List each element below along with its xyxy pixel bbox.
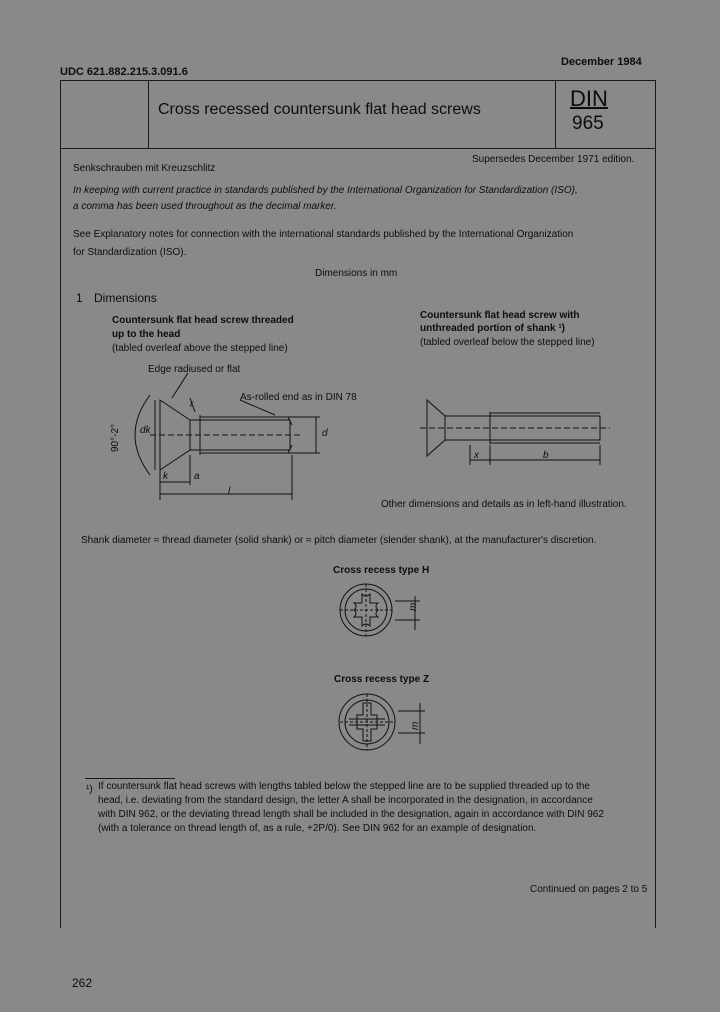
left-caption-line1: Countersunk flat head screw threaded bbox=[112, 315, 294, 326]
other-dimensions-note: Other dimensions and details as in left-hand illustration. bbox=[381, 499, 627, 510]
label-k: k bbox=[163, 471, 168, 482]
iso-note-line1: In keeping with current practice in standards published by the International Organization for Standardization (ISO), bbox=[73, 185, 578, 196]
iso-note-line2: a comma has been used throughout as the decimal marker. bbox=[73, 201, 337, 212]
dimensions-unit: Dimensions in mm bbox=[315, 268, 398, 279]
recess-z-label-m: m bbox=[410, 721, 421, 730]
label-r: r bbox=[190, 399, 194, 410]
left-caption-line2: up to the head bbox=[112, 329, 181, 340]
recess-z-title: Cross recess type Z bbox=[334, 674, 430, 685]
label-d: d bbox=[322, 428, 328, 439]
footnote-line1: If countersunk flat head screws with lengths tabled below the stepped line are to be supplied threaded up to the bbox=[98, 781, 590, 792]
label-b: b bbox=[543, 450, 549, 461]
explanatory-note-line2: for Standardization (ISO). bbox=[73, 247, 187, 258]
label-head-angle: 90°-2° bbox=[110, 423, 121, 452]
footnote-line3: with DIN 962, or the deviating thread length shall be included in the designation, again in accordance with DIN 962 bbox=[98, 809, 604, 820]
din-label: DIN bbox=[570, 86, 608, 111]
footnote-marker: ¹) bbox=[86, 784, 93, 795]
recess-h-label-m: m bbox=[408, 602, 419, 611]
udc-code: UDC 621.882.215.3.091.6 bbox=[60, 66, 188, 78]
label-edge-radiused: Edge radiused or flat bbox=[148, 364, 241, 375]
publication-date: December 1984 bbox=[561, 56, 642, 68]
right-caption-line2: unthreaded portion of shank ¹) bbox=[420, 323, 565, 334]
din-number: 965 bbox=[572, 113, 604, 134]
explanatory-note-line1: See Explanatory notes for connection with the international standards published by the International Organization bbox=[73, 229, 574, 240]
document-title: Cross recessed countersunk flat head screws bbox=[158, 101, 481, 118]
continued-note: Continued on pages 2 to 5 bbox=[530, 884, 648, 895]
footnote-rule bbox=[85, 778, 175, 779]
footnote-line2: head, i.e. deviating from the standard design, the letter A shall be incorporated in the designation, in accordance bbox=[98, 795, 593, 806]
shank-diameter-note: Shank diameter ≈ thread diameter (solid shank) or ≈ pitch diameter (slender shank), at the manufacturer's discretion. bbox=[81, 535, 597, 546]
german-title: Senkschrauben mit Kreuzschlitz bbox=[73, 163, 216, 174]
label-as-rolled-end: As-rolled end as in DIN 78 bbox=[240, 392, 357, 403]
right-caption-line1: Countersunk flat head screw with bbox=[420, 310, 580, 321]
recess-h-title: Cross recess type H bbox=[333, 565, 430, 576]
label-x: x bbox=[474, 450, 479, 461]
page-number: 262 bbox=[72, 976, 93, 990]
label-dk: dk bbox=[140, 425, 151, 436]
label-a: a bbox=[194, 471, 200, 482]
supersedes-note: Supersedes December 1971 edition. bbox=[472, 154, 635, 165]
section-number: 1 bbox=[76, 291, 83, 305]
section-title: Dimensions bbox=[94, 291, 157, 305]
footnote-line4: (with a tolerance on thread length of, as a rule, +2P/0). See DIN 962 for an example of designation. bbox=[98, 823, 537, 834]
label-l: l bbox=[228, 486, 231, 497]
left-caption-line3: (tabled overleaf above the stepped line) bbox=[112, 343, 288, 354]
right-caption-line3: (tabled overleaf below the stepped line) bbox=[420, 337, 595, 348]
